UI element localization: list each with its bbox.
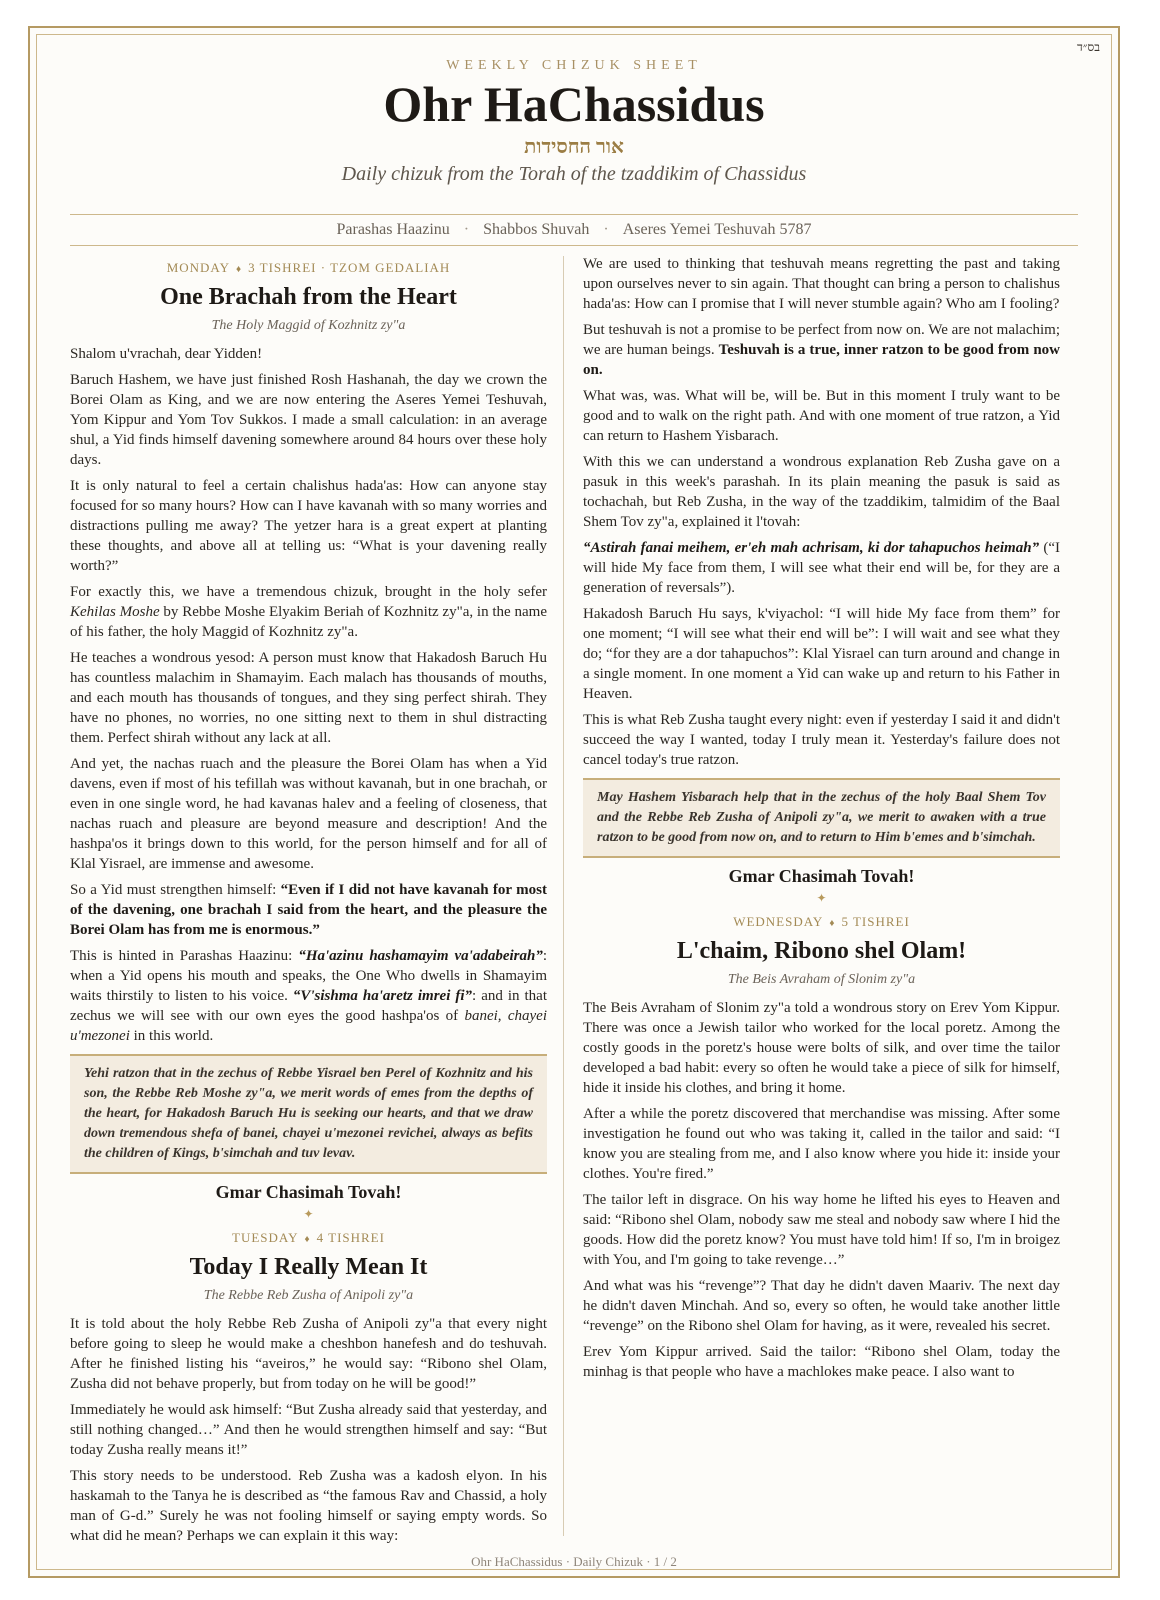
paragraph: Hakadosh Baruch Hu says, k'viyachol: “I will hide My face from them” for one moment; “I will see what their end will be”: I will wait and see what they do; “for they are a dor tahapuchos”: Klal Yisrael can turn around and change in a single moment. In one moment a Yid can wake up and return to his Father in Heaven. xyxy=(583,606,1060,702)
bold-quote: Teshuvah is a true, inner ratzon to be good from now on. xyxy=(583,342,1060,378)
diamond-icon: ♦ xyxy=(304,1234,311,1245)
paragraph xyxy=(583,538,1060,598)
text-run: So a Yid must strengthen himself: xyxy=(70,882,281,898)
text-run: : and in that zechus we will see with our own eyes the good hashpa'os of xyxy=(70,988,547,1024)
paragraph: It is only natural to feel a certain chalishus hada'as: How can anyone stay focused for so many hours? How can I have kavanah with so many worries and distractions pulling me away? The yetzer hara is a great expert at planting these thoughts, and above all at telling us: “What is your davening really worth?” xyxy=(70,478,547,574)
column-divider xyxy=(563,256,564,1536)
page-title: Ohr HaChassidus xyxy=(383,76,765,132)
pasuk-quote: “Ha'azinu hashamayim va'adabeirah” xyxy=(298,948,543,964)
kicker: WEEKLY CHIZUK SHEET xyxy=(446,58,702,73)
paragraph: Shalom u'vrachah, dear Yidden! xyxy=(70,346,263,362)
info-separator: · xyxy=(463,221,470,238)
section-source-tuesday: The Rebbe Reb Zusha of Anipoli zy"a xyxy=(203,1288,414,1303)
text-run: : when a Yid opens his mouth and speaks, the One Who dwells in Shamayim waits thirstily to listen to his voice. xyxy=(70,948,547,1004)
text-run: But teshuvah is not a promise to be perfect from now on. We are not malachim; we are human beings. xyxy=(583,322,1060,358)
info-bar xyxy=(70,214,1078,246)
ornament-icon: ✦ xyxy=(303,1207,314,1221)
paragraph xyxy=(70,946,547,1046)
day-name: WEDNESDAY xyxy=(733,914,824,929)
text-run: in this world. xyxy=(129,1028,214,1044)
section-title-tuesday: Today I Really Mean It xyxy=(189,1254,428,1280)
ornament-icon: ✦ xyxy=(816,891,827,905)
section-title-wednesday: L'chaim, Ribono shel Olam! xyxy=(676,938,967,964)
info-shabbos: Shabbos Shuvah xyxy=(483,221,590,238)
paragraph: After a while the poretz discovered that merchandise was missing. After some investigation he found out who was taking it, called in the tailor and said: “I know you are stealing from me, and I also know where you hide it: inside your clothes. You're fired.” xyxy=(583,1106,1060,1182)
italic-phrase: banei, chayei u'mezonei xyxy=(70,1008,548,1044)
diamond-icon: ♦ xyxy=(829,918,836,929)
bold-quote: “Even if I did not have kavanah for most of the davening, one brachah I said from the heart, and the pleasure the Borei Olam has from me is enormous.” xyxy=(70,882,547,938)
section-source-monday: The Holy Maggid of Kozhnitz zy"a xyxy=(211,318,406,333)
paragraph: This is what Reb Zusha taught every night: even if yesterday I said it and didn't succeed the way I wanted, today I truly mean it. Yesterday's failure does not cancel today's true ratzon. xyxy=(583,712,1060,768)
paragraph: Erev Yom Kippur arrived. Said the tailor: “Ribono shel Olam, today the minhag is that people who have a machlokes make peace. I also want to xyxy=(583,1344,1060,1380)
section-title-monday: One Brachah from the Heart xyxy=(160,284,457,310)
paragraph: He teaches a wondrous yesod: A person must know that Hakadosh Baruch Hu has countless malachim in Shamayim. Each malach has thousands of mouths, and each mouth has thousands of tongues, and they sing perfect shirah. They have no phones, no worries, no one sitting next to them in shul distracting them. Perfect shirah without any lack at all. xyxy=(70,650,547,746)
paragraph: And what was his “revenge”? That day he didn't daven Maariv. The next day he didn't daven Minchah. And so, every so often, he would take another little “revenge” on the Ribono shel Olam for having, as it were, revealed his secret. xyxy=(583,1278,1060,1334)
day-date: 4 TISHREI xyxy=(316,1230,385,1245)
day-label-monday xyxy=(70,258,547,280)
paragraph: The tailor left in disgrace. On his way home he lifted his eyes to Heaven and said: “Ribono shel Olam, nobody saw me steal and nobody saw where I hid the goods. How did the poretz know? You must have told him! If so, I'm in broigez with You, and I'm going to take revenge…” xyxy=(583,1192,1060,1268)
hebrew-title: אור החסידות xyxy=(524,136,624,158)
masthead xyxy=(30,58,1118,186)
paragraph: We are used to thinking that teshuvah means regretting the past and taking upon ourselves never to sin again. That thought can bring a person to chalishus hada'as: How can I promise that I will never stumble again? Who am I fooling? xyxy=(583,256,1060,312)
section-source-wednesday: The Beis Avraham of Slonim zy"a xyxy=(727,972,916,987)
paragraph: This story needs to be understood. Reb Zusha was a kadosh elyon. In his haskamah to the Tanya he is described as “the famous Rav and Chassid, a holy man of G-d.” Surely he was not fooling himself or saying empty words. So what did he mean? Perhaps we can explain it this way: xyxy=(70,1468,547,1544)
text-run: For exactly this, we have a tremendous chizuk, brought in the holy sefer xyxy=(70,584,547,600)
info-aseres: Aseres Yemei Teshuvah 5787 xyxy=(622,221,812,238)
day-label-wednesday xyxy=(583,912,1060,934)
gmar-chasimah: Gmar Chasimah Tovah! xyxy=(728,866,915,886)
left-column xyxy=(70,254,547,1552)
sefer-name: Kehilas Moshe xyxy=(70,604,160,620)
right-column xyxy=(583,254,1060,1388)
diamond-icon: ♦ xyxy=(236,264,243,275)
tefillah-box-tuesday: May Hashem Yisbarach help that in the zechus of the holy Baal Shem Tov and the Rebbe Reb Zusha of Anipoli zy"a, we merit to awaken with a true ratzon to be good from now on, and to return to Him b'emes and b'simchah. xyxy=(583,778,1060,858)
day-name: TUESDAY xyxy=(232,1230,299,1245)
text-run: (“I will hide My face from them, I will see what their end will be, for they are a generation of reversals”). xyxy=(583,540,1061,596)
day-name: MONDAY xyxy=(166,260,231,275)
gmar-chasimah: Gmar Chasimah Tovah! xyxy=(215,1182,402,1202)
page-sheet xyxy=(28,26,1120,1578)
paragraph: With this we can understand a wondrous explanation Reb Zusha gave on a pasuk in this week's parashah. In its plain meaning the pasuk is said as tochachah, but Reb Zusha, in the way of the tzaddikim, talmidim of the Baal Shem Tov zy"a, explained it l'tovah: xyxy=(583,454,1060,530)
day-date: 3 TISHREI · TZOM GEDALIAH xyxy=(248,260,451,275)
paragraph: It is told about the holy Rebbe Reb Zusha of Anipoli zy"a that every night before going to sleep he would make a cheshbon hanefesh and do teshuvah. After he finished listing his “aveiros,” he would say: “Ribono shel Olam, Zusha did not behave properly, but from today on he will be good!” xyxy=(70,1316,547,1392)
paragraph: The Beis Avraham of Slonim zy"a told a wondrous story on Erev Yom Kippur. There was once a Jewish tailor who worked for the local poretz. Among the costly goods in the poretz's house were bolts of silk, and over time the tailor developed a bad habit: every so often he would take a piece of silk for himself, hide it inside his clothes, and bring it home. xyxy=(583,1000,1060,1096)
pasuk-quote: “V'sishma ha'aretz imrei fi” xyxy=(292,988,473,1004)
pasuk-quote: “Astirah fanai meihem, er'eh mah achrisam, ki dor tahapuchos heimah” xyxy=(583,540,1040,556)
paragraph: What was, was. What will be, will be. But in this moment I truly want to be good and to walk on the right path. And with one moment of true ratzon, a Yid can return to Hashem Yisbarach. xyxy=(583,388,1060,444)
paragraph xyxy=(70,880,547,940)
paragraph xyxy=(70,582,547,642)
paragraph: And yet, the nachas ruach and the pleasure the Borei Olam has when a Yid davens, even if most of his tefillah was without kavanah, but in one brachah, or even in one single word, he had kavanas halev and a feeling of closeness, that nachas ruach and pleasure are beyond measure and description! And the hashpa'os it brings down to this world, for the person himself and for all of Klal Yisrael, are immense and awesome. xyxy=(70,756,547,872)
info-separator: · xyxy=(603,221,609,238)
paragraph xyxy=(583,320,1060,380)
day-label-tuesday xyxy=(70,1228,547,1250)
page-footer: Ohr HaChassidus · Daily Chizuk · 1 / 2 xyxy=(471,1554,677,1569)
paragraph: Immediately he would ask himself: “But Zusha already said that yesterday, and still nothing changed…” And then he would strengthen himself and say: “But today Zusha really means it!” xyxy=(70,1402,547,1458)
day-date: 5 TISHREI xyxy=(841,914,910,929)
paragraph: Baruch Hashem, we have just finished Rosh Hashanah, the day we crown the Borei Olam as King, and we are now entering the Aseres Yemei Teshuvah, Yom Kippur and Yom Tov Sukkos. I made a small calculation: in an average shul, a Yid finds himself davening somewhere around 84 hours over these holy days. xyxy=(70,372,547,468)
tagline: Daily chizuk from the Torah of the tzaddikim of Chassidus xyxy=(341,163,807,185)
text-run: This is hinted in Parashas Haazinu: xyxy=(70,948,299,964)
tefillah-box-monday: Yehi ratzon that in the zechus of Rebbe Yisrael ben Perel of Kozhnitz and his son, the Rebbe Reb Moshe zy"a, we merit words of emes from the depths of the heart, for Hakadosh Baruch Hu is seeking our hearts, and that we draw down tremendous shefa of banei, chayei u'mezonei revichei, always as befits the children of Kings, b'simchah and tuv levav. xyxy=(70,1054,547,1174)
bsd-mark: בס״ד xyxy=(1077,40,1100,54)
text-run: by Rebbe Moshe Elyakim Beriah of Kozhnitz zy"a, in the name of his father, the holy Maggid of Kozhnitz zy"a. xyxy=(70,604,547,640)
info-parashah: Parashas Haazinu xyxy=(336,221,450,238)
